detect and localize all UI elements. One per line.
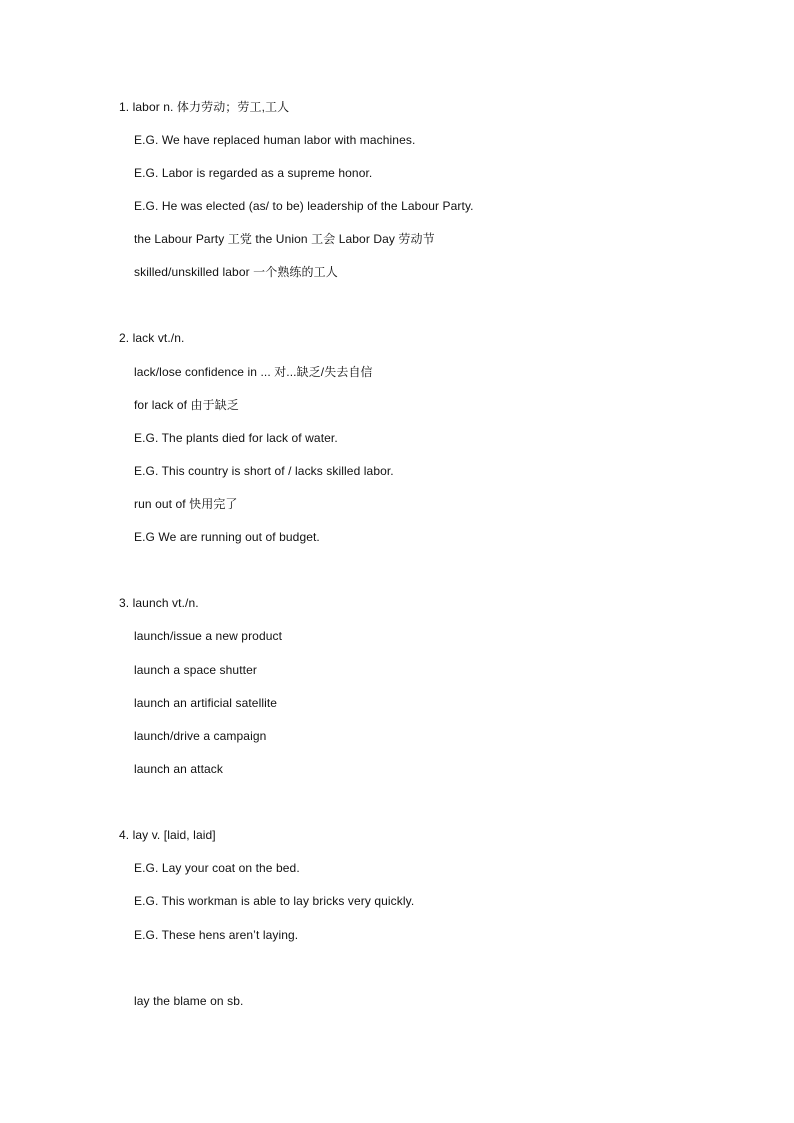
example-line: E.G. This workman is able to lay bricks very quickly. [134, 894, 415, 908]
phrase-line: skilled/unskilled labor 一个熟练的工人 [134, 265, 338, 279]
entry-heading-labor: 1. labor n. 体力劳动；劳工,工人 [119, 100, 290, 114]
example-line: E.G. We have replaced human labor with machines. [134, 133, 416, 147]
example-line: E.G. These hens aren’t laying. [134, 928, 299, 942]
phrase-line: launch/drive a campaign [134, 729, 267, 743]
entry-heading-launch: 3. launch vt./n. [119, 596, 199, 610]
example-line: E.G We are running out of budget. [134, 530, 320, 544]
phrase-line: launch an attack [134, 762, 223, 776]
entry-heading-lay: 4. lay v. [laid, laid] [119, 828, 216, 842]
example-line: E.G. He was elected (as/ to be) leadership of the Labour Party. [134, 199, 474, 213]
example-line: E.G. Lay your coat on the bed. [134, 861, 300, 875]
phrase-line: for lack of 由于缺乏 [134, 398, 239, 412]
example-line: E.G. This country is short of / lacks skilled labor. [134, 464, 394, 478]
phrase-line: lack/lose confidence in ... 对...缺乏/失去自信 [134, 365, 373, 379]
phrase-line: the Labour Party 工党 the Union 工会 Labor Day 劳动节 [134, 232, 435, 246]
phrase-line: launch an artificial satellite [134, 696, 278, 710]
phrase-line: lay the blame on sb. [134, 994, 244, 1008]
phrase-line: run out of 快用完了 [134, 497, 238, 511]
phrase-line: launch/issue a new product [134, 629, 283, 643]
entry-heading-lack: 2. lack vt./n. [119, 331, 185, 345]
phrase-line: launch a space shutter [134, 663, 257, 677]
example-line: E.G. Labor is regarded as a supreme honor. [134, 166, 373, 180]
example-line: E.G. The plants died for lack of water. [134, 431, 338, 445]
